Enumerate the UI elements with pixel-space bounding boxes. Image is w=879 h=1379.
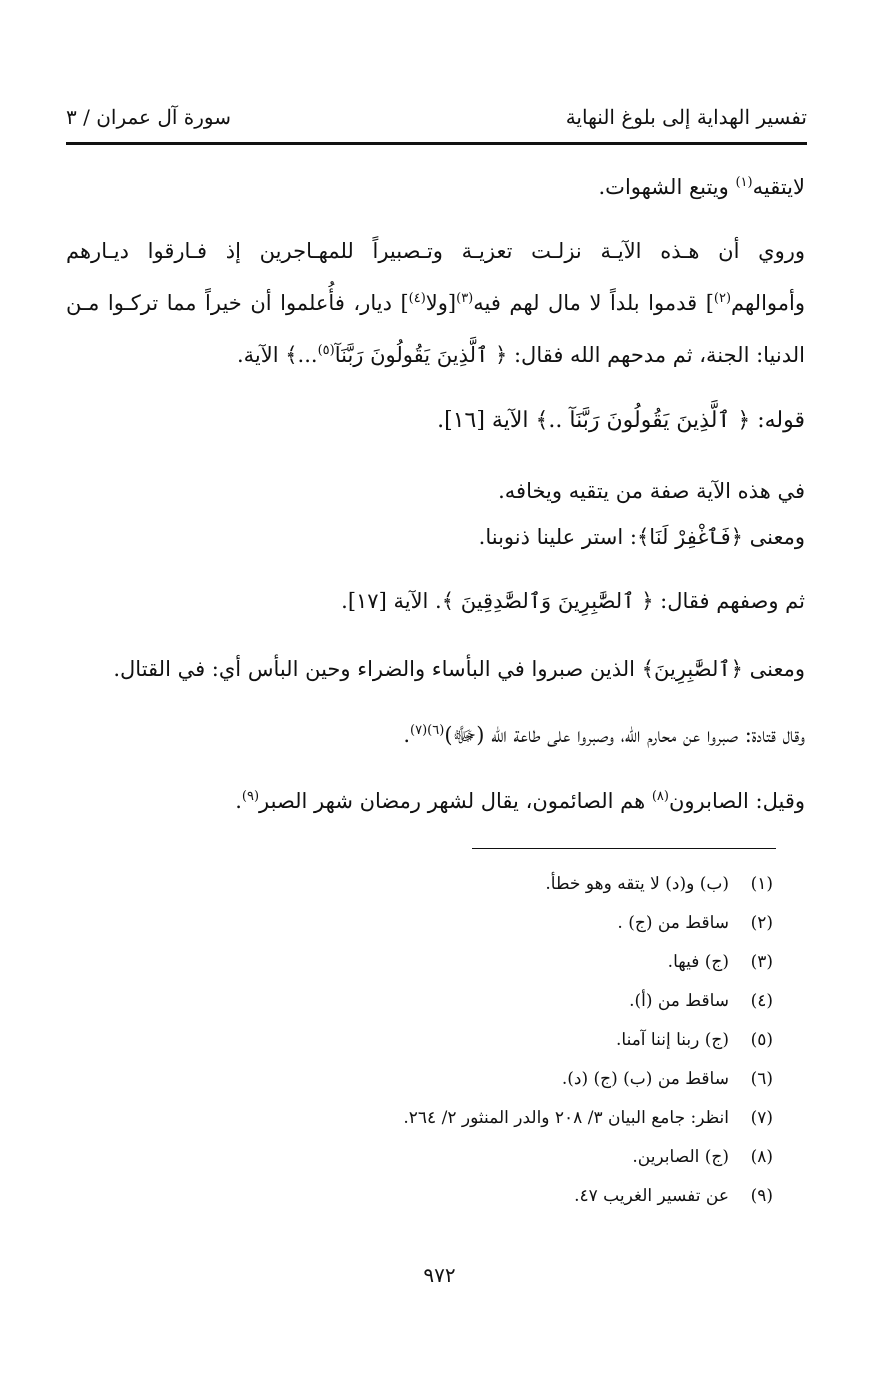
footnote-text: ساقط من (ج) . (617, 913, 729, 933)
footnote-ref-1[interactable]: (١) (735, 175, 753, 190)
body-line-11: وقيل: الصابرون$^{(٨)}$ هم الصائمون، يقال لشهر رمضان شهر الصبر$^{(٩)}$. (235, 789, 805, 813)
footnote-ref-5[interactable]: (٥) (317, 343, 335, 358)
footnote-7 (100, 1106, 773, 1130)
quran-quote: فَٱغْفِرْ لَنَا (649, 525, 731, 549)
quran-quote: ٱلَّذِينَ يَقُولُونَ رَبَّنَآ (334, 343, 489, 367)
footnote-text: (ج) ربنا إننا آمنا. (615, 1030, 729, 1050)
surah-title: سورة آل عمران / ٣ (66, 105, 232, 129)
page-number: ٩٧٢ (423, 1263, 456, 1287)
body-line-1: لايتقيه$^{(١)}$ ويتبع الشهوات. (598, 175, 805, 199)
quran-quote: ٱلصَّٰبِرِينَ (653, 657, 731, 681)
body-line-6: في هذه الآية صفة من يتقيه ويخافه. (498, 479, 805, 503)
footnote-number: (١) (750, 874, 773, 894)
footnote-ref-4[interactable]: (٤) (408, 291, 426, 306)
body-line-9: ومعنى ﴿ٱلصَّٰبِرِينَ﴾ الذين صبروا في البأساء والضراء وحين البأس أي: في القتال. (113, 657, 805, 681)
footnote-number: (٢) (750, 913, 773, 933)
footnote-ref-2[interactable]: (٢) (713, 291, 732, 306)
footnote-text: (ج) الصابرين. (632, 1147, 729, 1167)
footnote-ref-8[interactable]: (٨) (651, 789, 669, 804)
footnote-9 (100, 1184, 773, 1208)
body-line-10: وقال قتادة: صبروا عن محارم الله، وصبروا على طاعة الله (ﷻ)$^{(٦)(٧)}$. (403, 723, 805, 747)
body-line-3: وأموالهم$^{(٢)}$] قدموا بلداً لا مال لهم فيه$^{(٣)}$[ولا$^{(٤)}$] ديار، فأُعلموا أن خيراً مما تركـوا مـن (66, 291, 805, 315)
footnote-8 (100, 1145, 773, 1169)
footnote-number: (٤) (750, 991, 773, 1011)
footnote-5 (100, 1028, 773, 1052)
footnote-number: (٣) (750, 952, 773, 972)
footnote-text: ساقط من (ب) (ج) (د). (561, 1069, 729, 1089)
footnote-1 (100, 872, 773, 896)
footnote-text: عن تفسير الغريب ٤٧. (574, 1186, 729, 1206)
footnote-ref-7[interactable]: (٧) (410, 723, 428, 738)
footnote-ref-9[interactable]: (٩) (241, 789, 260, 804)
footnote-rule (472, 848, 776, 849)
body-line-8: ثم وصفهم فقال: ﴿ ٱلصَّٰبِرِينَ وَٱلصَّٰدِقِينَ ﴾. الآية [١٧]. (341, 589, 805, 613)
footnote-text: (ب) و(د) لا يتقه وهو خطأ. (545, 874, 729, 894)
body-line-4: الدنيا: الجنة، ثم مدحهم الله فقال: ﴿ ٱلَّذِينَ يَقُولُونَ رَبَّنَآ$^{(٥)}$...﴾ الآية. (236, 343, 805, 367)
footnote-number: (٩) (750, 1186, 773, 1206)
footnote-2 (100, 911, 773, 935)
footnote-ref-3[interactable]: (٣) (456, 291, 474, 306)
footnote-number: (٧) (750, 1108, 773, 1128)
body-line-7: ومعنى ﴿فَٱغْفِرْ لَنَا﴾: استر علينا ذنوبنا. (478, 525, 805, 549)
footnote-text: ساقط من (أ). (629, 991, 729, 1011)
footnote-4 (100, 989, 773, 1013)
footnote-number: (٥) (750, 1030, 773, 1050)
header-rule (66, 142, 807, 145)
footnote-text: (ج) فيها. (667, 952, 729, 972)
running-header (66, 104, 807, 130)
body-line-2: وروي أن هـذه الآيـة نزلـت تعزيـة وتـصبيراً للمهـاجرين إذ فـارقوا ديـارهم (66, 239, 805, 263)
quran-quote: ٱلصَّٰبِرِينَ وَٱلصَّٰدِقِينَ (460, 589, 635, 613)
footnote-3 (100, 950, 773, 974)
footnote-text: انظر: جامع البيان ٣/ ٢٠٨ والدر المنثور ٢/ ٢٦٤. (403, 1108, 729, 1128)
footnote-number: (٦) (750, 1069, 773, 1089)
footnote-ref-6[interactable]: (٦) (427, 723, 445, 738)
body-line-5: قوله: ﴿ ٱلَّذِينَ يَقُولُونَ رَبَّنَآ ..﴾ الآية [١٦]. (437, 408, 805, 433)
book-title: تفسير الهداية إلى بلوغ النهاية (565, 105, 807, 129)
honorific-glyph: ﷻ (452, 723, 477, 747)
footnote-6 (100, 1067, 773, 1091)
quran-quote: ٱلَّذِينَ يَقُولُونَ رَبَّنَآ (569, 408, 731, 433)
footnote-number: (٨) (750, 1147, 773, 1167)
